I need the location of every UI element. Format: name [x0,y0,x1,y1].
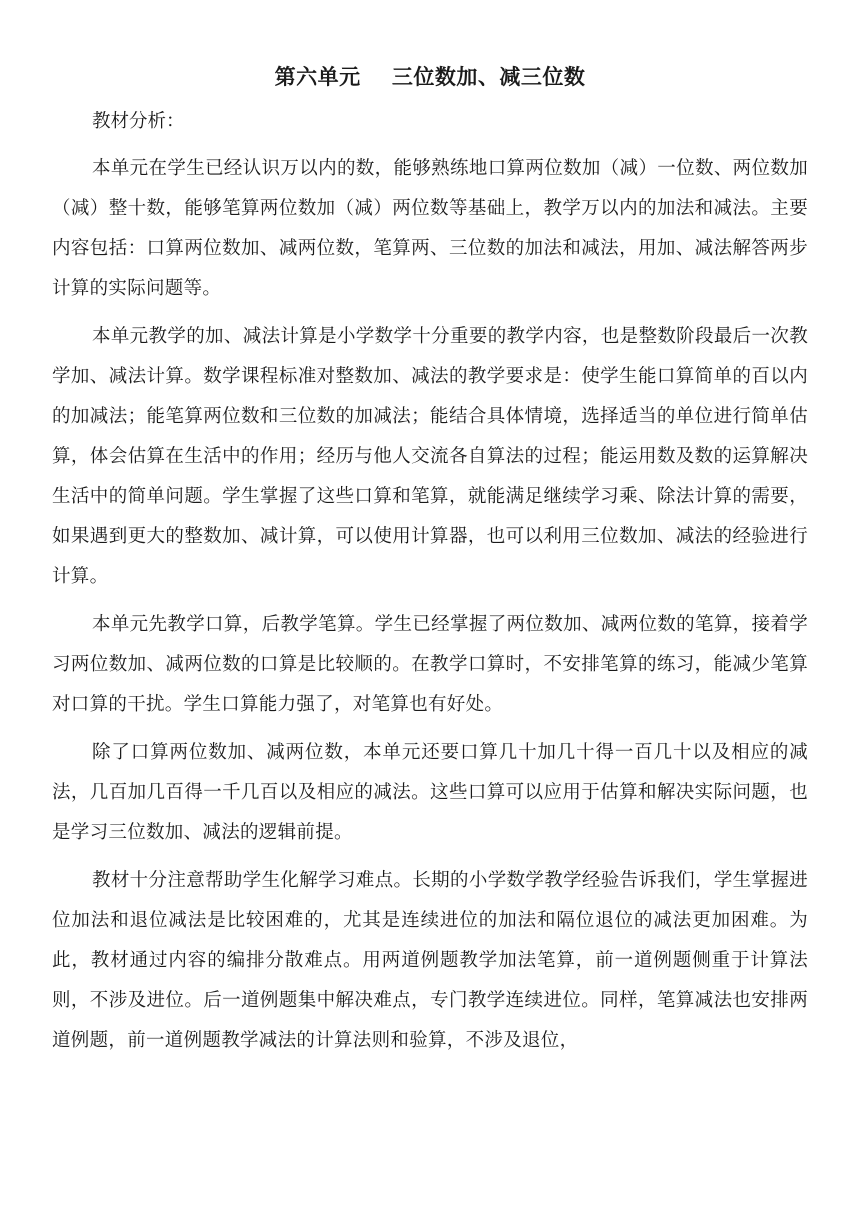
paragraph-2: 本单元教学的加、减法计算是小学数学十分重要的教学内容，也是整数阶段最后一次教学加、减法计算。数学课程标准对整数加、减法的教学要求是：使学生能口算简单的百以内的加减法；能笔算两位数和三位数的加减法；能结合具体情境，选择适当的单位进行简单估算，体会估算在生活中的作用；经历与他人交流各自算法的过程；能运用数及数的运算解决生活中的简单问题。学生掌握了这些口算和笔算，就能满足继续学习乘、除法计算的需要，如果遇到更大的整数加、减计算，可以使用计算器，也可以利用三位数加、减法的经验进行计算。 [52,326,808,587]
paragraph-4: 除了口算两位数加、减两位数，本单元还要口算几十加几十得一百几十以及相应的减法，几百加几百得一千几百以及相应的减法。这些口算可以应用于估算和解决实际问题，也是学习三位数加、减法的逻辑前提。 [52,742,808,843]
section-label: 教材分析： [92,111,185,132]
document-page [52,0,808,1061]
document-title: 第六单元 三位数加、减三位数 [274,64,586,89]
paragraph-5: 教材十分注意帮助学生化解学习难点。长期的小学数学教学经验告诉我们，学生掌握进位加法和退位减法是比较困难的，尤其是连续进位的加法和隔位退位的减法更加困难。为此，教材通过内容的编排分散难点。用两道例题教学加法笔算，前一道例题侧重于计算法则，不涉及进位。后一道例题集中解决难点，专门教学连续进位。同样，笔算减法也安排两道例题，前一道例题教学减法的计算法则和验算，不涉及退位， [52,870,808,1051]
paragraph-3: 本单元先教学口算，后教学笔算。学生已经掌握了两位数加、减两位数的笔算，接着学习两位数加、减两位数的口算是比较顺的。在教学口算时，不安排笔算的练习，能减少笔算对口算的干扰。学生口算能力强了，对笔算也有好处。 [52,614,808,715]
paragraph-1: 本单元在学生已经认识万以内的数，能够熟练地口算两位数加（减）一位数、两位数加（减）整十数，能够笔算两位数加（减）两位数等基础上，教学万以内的加法和减法。主要内容包括：口算两位数加、减两位数，笔算两、三位数的加法和减法，用加、减法解答两步计算的实际问题等。 [52,158,808,299]
